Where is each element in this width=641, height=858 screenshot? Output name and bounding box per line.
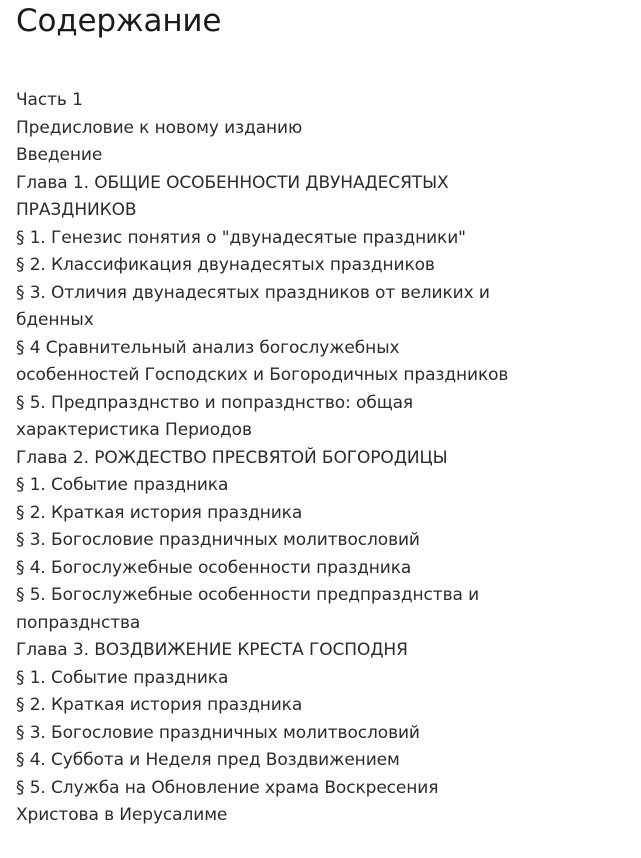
toc-entry: § 4. Суббота и Неделя пред Воздвижением: [16, 750, 400, 770]
toc-entry: § 2. Краткая история праздника: [16, 502, 303, 523]
toc-entry: Предисловие к новому изданию: [16, 117, 303, 138]
toc-entry: § 5. Богослужебные особенности предпразднства и попразднства: [16, 585, 480, 633]
toc-entry: § 1. Событие праздника: [16, 475, 229, 495]
page-title: Содержание: [16, 3, 222, 39]
toc-entry: § 3. Отличия двунадесятых праздников от великих и бденных: [16, 282, 490, 330]
toc-entry: § 3. Богословие праздничных молитвословий: [16, 722, 420, 743]
toc-entry: § 2. Краткая история праздника: [16, 695, 303, 715]
toc-list: [16, 87, 516, 830]
toc-entry: Глава 1. ОБЩИЕ ОСОБЕННОСТИ ДВУНАДЕСЯТЫХ ПРАЗДНИКОВ: [16, 172, 449, 220]
toc-entry: Глава 3. ВОЗДВИЖЕНИЕ КРЕСТА ГОСПОДНЯ: [16, 640, 408, 660]
table-of-contents-page: [16, 0, 616, 830]
toc-entry: § 4 Сравнительный анализ богослужебных особенностей Господских и Богородичных праздников: [16, 337, 509, 385]
toc-entry: § 2. Классификация двунадесятых праздников: [16, 255, 435, 275]
toc-entry: § 1. Генезис понятия о "двунадесятые праздники": [16, 227, 466, 248]
toc-entry: § 1. Событие праздника: [16, 667, 229, 688]
toc-entry: Введение: [16, 145, 103, 165]
toc-entry: Часть 1: [16, 90, 83, 110]
toc-entry: § 3. Богословие праздничных молитвословий: [16, 530, 420, 550]
toc-entry: § 4. Богослужебные особенности праздника: [16, 557, 412, 578]
toc-entry: § 5. Предпразднство и попразднство: общая характеристика Периодов: [16, 392, 414, 440]
toc-entry: Глава 2. РОЖДЕСТВО ПРЕСВЯТОЙ БОГОРОДИЦЫ: [16, 447, 448, 468]
toc-entry: § 5. Служба на Обновление храма Воскресения Христова в Иерусалиме: [16, 777, 439, 825]
